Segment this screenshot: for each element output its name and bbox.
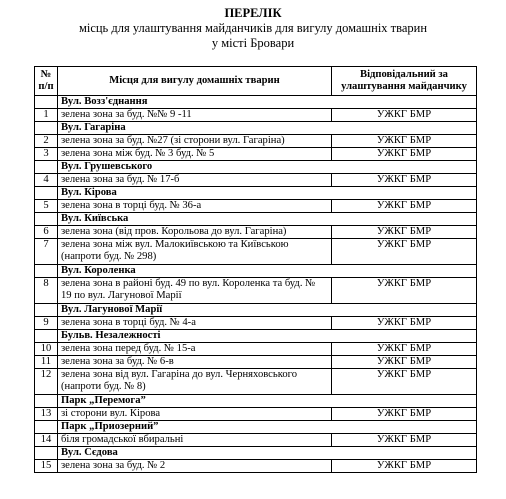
- street-heading-row: [35, 161, 477, 174]
- document-title: ПЕРЕЛІК: [224, 6, 282, 20]
- responsible-party: УЖКГ БМР: [332, 135, 477, 148]
- place-description: зелена зона за буд. №27 (зі сторони вул. Гагаріна): [58, 135, 332, 148]
- street-num-cell: [35, 330, 58, 343]
- table-row: [35, 109, 477, 122]
- street-heading: Бульв. Незалежності: [58, 330, 477, 343]
- street-heading: Парк „Перемога”: [58, 395, 477, 408]
- place-description: зелена зона за буд. №№ 9 -11: [58, 109, 332, 122]
- row-number: 7: [35, 239, 58, 265]
- place-description: зелена зона між вул. Малокиївською та Київською (напроти буд. № 298): [58, 239, 332, 265]
- street-num-cell: [35, 161, 58, 174]
- table-body: [35, 96, 477, 473]
- street-heading-row: [35, 265, 477, 278]
- row-number: 3: [35, 148, 58, 161]
- responsible-party: УЖКГ БМР: [332, 460, 477, 473]
- street-heading-row: [35, 122, 477, 135]
- street-heading-row: [35, 395, 477, 408]
- street-heading-row: [35, 187, 477, 200]
- responsible-party: УЖКГ БМР: [332, 278, 477, 304]
- places-table: [34, 66, 477, 473]
- document-subtitle-2: у місті Бровари: [211, 36, 295, 50]
- place-description: зелена зона за буд. № 2: [58, 460, 332, 473]
- table-row: [35, 369, 477, 395]
- row-number: 9: [35, 317, 58, 330]
- street-heading: Вул. Сєдова: [58, 447, 477, 460]
- row-number: 8: [35, 278, 58, 304]
- street-num-cell: [35, 187, 58, 200]
- column-header-place: Місця для вигулу домашніх тварин: [58, 67, 332, 96]
- row-number: 12: [35, 369, 58, 395]
- street-num-cell: [35, 213, 58, 226]
- place-description: зелена зона від вул. Гагаріна до вул. Черняховського (напроти буд. № 8): [58, 369, 332, 395]
- document-header: [0, 0, 506, 51]
- table-row: [35, 135, 477, 148]
- responsible-party: УЖКГ БМР: [332, 174, 477, 187]
- table-row: [35, 356, 477, 369]
- responsible-party: УЖКГ БМР: [332, 239, 477, 265]
- row-number: 2: [35, 135, 58, 148]
- responsible-party: УЖКГ БМР: [332, 434, 477, 447]
- street-num-cell: [35, 447, 58, 460]
- street-num-cell: [35, 96, 58, 109]
- responsible-party: УЖКГ БМР: [332, 109, 477, 122]
- street-heading: Вул. Лагунової Марії: [58, 304, 477, 317]
- table-row: [35, 408, 477, 421]
- responsible-party: УЖКГ БМР: [332, 200, 477, 213]
- place-description: зелена зона за буд. № 17-б: [58, 174, 332, 187]
- street-heading-row: [35, 96, 477, 109]
- street-heading: Вул. Київська: [58, 213, 477, 226]
- street-heading-row: [35, 213, 477, 226]
- table-row: [35, 174, 477, 187]
- responsible-party: УЖКГ БМР: [332, 369, 477, 395]
- responsible-party: УЖКГ БМР: [332, 148, 477, 161]
- responsible-party: УЖКГ БМР: [332, 226, 477, 239]
- row-number: 14: [35, 434, 58, 447]
- column-header-responsible: Відповідальний за улаштування майданчику: [332, 67, 477, 96]
- place-description: зелена зона за буд. № 6-в: [58, 356, 332, 369]
- row-number: 6: [35, 226, 58, 239]
- street-heading: Вул. Кірова: [58, 187, 477, 200]
- street-heading: Вул. Гагаріна: [58, 122, 477, 135]
- street-heading: Вул. Грушевського: [58, 161, 477, 174]
- document-subtitle-1: місць для улаштування майданчиків для вигулу домашніх тварин: [78, 21, 428, 35]
- column-header-num: № п/п: [35, 67, 58, 96]
- street-heading-row: [35, 421, 477, 434]
- place-description: зелена зона в торці буд. № 36-а: [58, 200, 332, 213]
- street-num-cell: [35, 265, 58, 278]
- row-number: 11: [35, 356, 58, 369]
- responsible-party: УЖКГ БМР: [332, 408, 477, 421]
- row-number: 5: [35, 200, 58, 213]
- table-row: [35, 278, 477, 304]
- table-row: [35, 239, 477, 265]
- place-description: біля громадської вбиральні: [58, 434, 332, 447]
- row-number: 1: [35, 109, 58, 122]
- place-description: зелена зона між буд. № 3 буд. № 5: [58, 148, 332, 161]
- responsible-party: УЖКГ БМР: [332, 317, 477, 330]
- responsible-party: УЖКГ БМР: [332, 343, 477, 356]
- street-num-cell: [35, 395, 58, 408]
- street-heading-row: [35, 304, 477, 317]
- street-heading: Парк „Приозерний”: [58, 421, 477, 434]
- street-heading-row: [35, 447, 477, 460]
- place-description: зелена зона в районі буд. 49 по вул. Короленка та буд. № 19 по вул. Лагунової Марії: [58, 278, 332, 304]
- street-heading: Вул. Короленка: [58, 265, 477, 278]
- table-row: [35, 343, 477, 356]
- table-row: [35, 317, 477, 330]
- street-num-cell: [35, 122, 58, 135]
- place-description: зелена зона в торці буд. № 4-а: [58, 317, 332, 330]
- table-row: [35, 226, 477, 239]
- row-number: 4: [35, 174, 58, 187]
- row-number: 13: [35, 408, 58, 421]
- place-description: зі сторони вул. Кірова: [58, 408, 332, 421]
- table-row: [35, 434, 477, 447]
- table-row: [35, 460, 477, 473]
- table-row: [35, 200, 477, 213]
- row-number: 10: [35, 343, 58, 356]
- street-heading-row: [35, 330, 477, 343]
- place-description: зелена зона перед буд. № 15-а: [58, 343, 332, 356]
- row-number: 15: [35, 460, 58, 473]
- table-header-row: [35, 67, 477, 96]
- street-heading: Вул. Возз'єднання: [58, 96, 477, 109]
- table-row: [35, 148, 477, 161]
- street-num-cell: [35, 421, 58, 434]
- street-num-cell: [35, 304, 58, 317]
- responsible-party: УЖКГ БМР: [332, 356, 477, 369]
- place-description: зелена зона (від пров. Корольова до вул. Гагаріна): [58, 226, 332, 239]
